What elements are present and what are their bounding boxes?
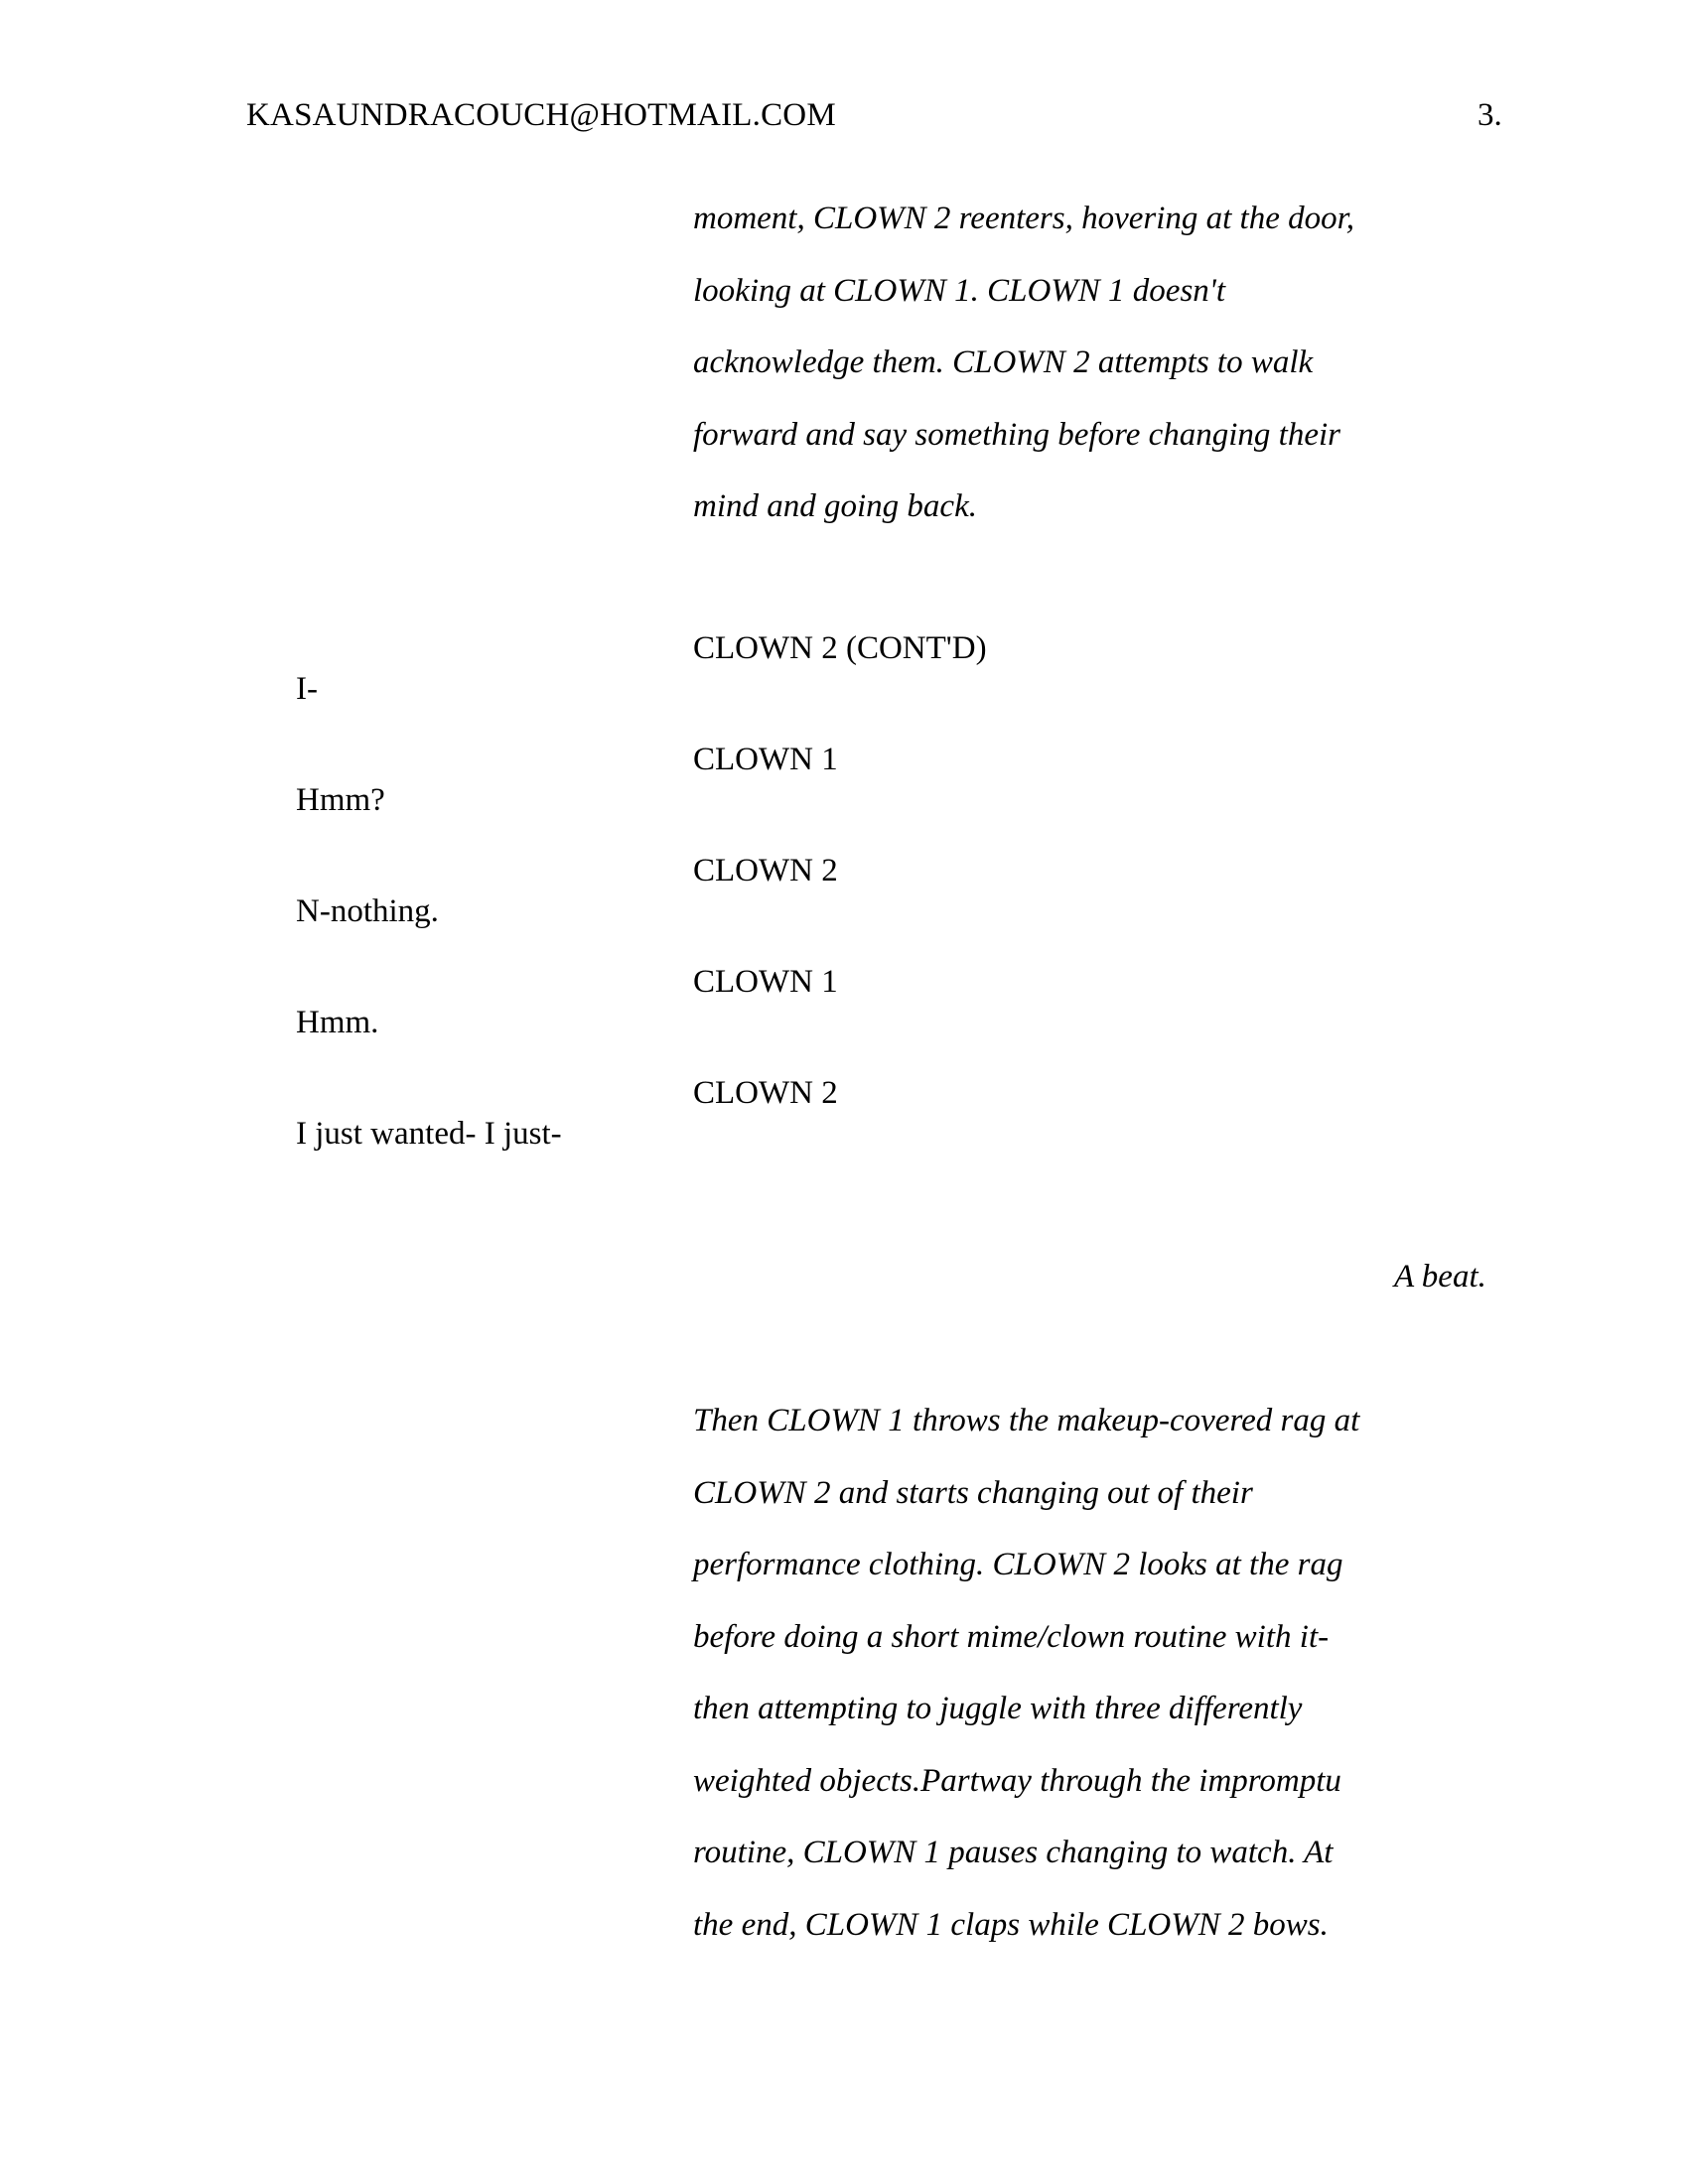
character-cue: CLOWN 1 <box>693 742 838 777</box>
action-line: the end, CLOWN 1 claps while CLOWN 2 bows. <box>693 1906 1329 1943</box>
action-line: weighted objects.Partway through the impromptu <box>693 1762 1341 1799</box>
action-line: Then CLOWN 1 throws the makeup-covered rag at <box>693 1403 1360 1438</box>
dialogue-line: Hmm. <box>296 1005 379 1040</box>
dialogue-line: N-nothing. <box>296 893 439 929</box>
character-cue: CLOWN 2 <box>693 853 838 888</box>
action-line: mind and going back. <box>693 488 977 524</box>
character-cue: CLOWN 2 (CONT'D) <box>693 630 987 666</box>
header-email: KASAUNDRACOUCH@HOTMAIL.COM <box>246 97 836 133</box>
dialogue-line: Hmm? <box>296 782 385 818</box>
action-line: before doing a short mime/clown routine with it- <box>693 1618 1330 1655</box>
action-block-bottom <box>693 1385 1448 1961</box>
action-line: looking at CLOWN 1. CLOWN 1 doesn't <box>693 272 1226 309</box>
action-line: moment, CLOWN 2 reenters, hovering at the door, <box>693 201 1355 236</box>
action-line: CLOWN 2 and starts changing out of their <box>693 1474 1253 1511</box>
action-line: forward and say something before changing their <box>693 416 1341 453</box>
stage-direction-beat: A beat. <box>1394 1259 1486 1295</box>
action-line: performance clothing. CLOWN 2 looks at the rag <box>693 1547 1343 1582</box>
page-number: 3. <box>1477 97 1502 133</box>
action-line: routine, CLOWN 1 pauses changing to watch. At <box>693 1835 1334 1870</box>
action-line: then attempting to juggle with three differently <box>693 1691 1303 1726</box>
character-cue: CLOWN 1 <box>693 964 838 1000</box>
action-block-top <box>693 183 1448 543</box>
action-line: acknowledge them. CLOWN 2 attempts to walk <box>693 344 1314 380</box>
dialogue-line: I- <box>296 671 318 707</box>
character-cue: CLOWN 2 <box>693 1075 838 1111</box>
dialogue-line: I just wanted- I just- <box>296 1116 562 1152</box>
